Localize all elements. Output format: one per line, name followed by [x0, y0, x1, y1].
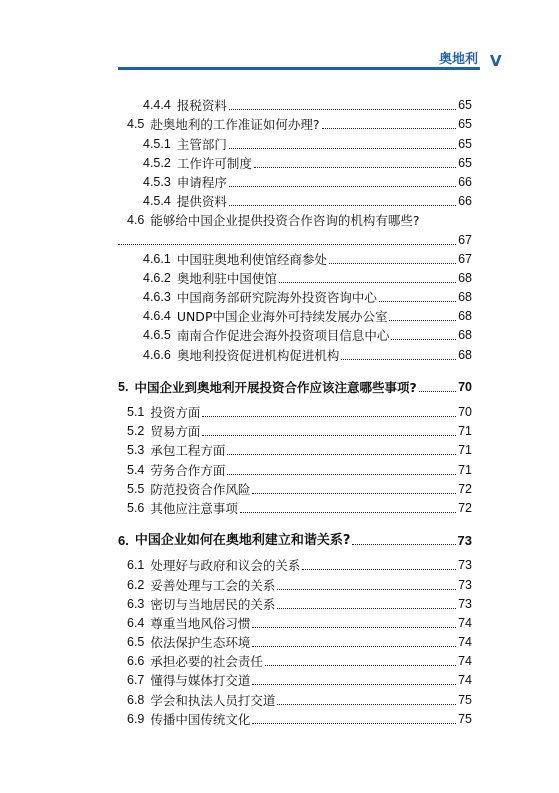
toc-entry[interactable]	[118, 575, 472, 594]
toc-entry-page: 73	[458, 596, 472, 611]
toc-entry-page: 65	[458, 117, 472, 132]
leader-dots	[227, 454, 456, 455]
toc-entry-number: 4.4.4	[143, 98, 171, 113]
leader-dots	[252, 723, 456, 724]
toc-entry-page: 66	[458, 174, 472, 189]
toc-entry-title: 处理好与政府和议会的关系	[150, 558, 301, 574]
toc-entry-4-6-continuation[interactable]	[118, 230, 472, 249]
toc-entry[interactable]	[118, 556, 472, 575]
toc-entry[interactable]	[118, 614, 472, 633]
toc-entry-number: 4.6.6	[143, 347, 171, 362]
toc-entry-number: 6.	[118, 533, 129, 549]
toc-entry[interactable]	[118, 307, 472, 326]
toc-entry[interactable]	[118, 173, 472, 192]
leader-dots	[265, 665, 456, 666]
toc-entry-page: 68	[458, 270, 472, 285]
toc-entry-number: 5.1	[127, 405, 145, 419]
toc-entry-number: 4.6.2	[143, 270, 171, 285]
toc-entry-number: 6.1	[127, 558, 145, 573]
toc-entry[interactable]	[118, 326, 472, 345]
toc-entry-number: 6.4	[127, 615, 145, 630]
toc-entry-number: 6.9	[127, 711, 145, 726]
toc-entry-title: 中国企业如何在奥地利建立和谐关系?	[134, 533, 351, 549]
toc-entry-title: 奥地利驻中国使馆	[176, 270, 277, 286]
leader-dots	[277, 589, 456, 590]
toc-entry-page: 70	[458, 405, 472, 419]
toc-entry-page: 71	[458, 443, 472, 458]
toc-entry[interactable]	[118, 269, 472, 288]
toc-entry[interactable]	[118, 690, 472, 709]
toc-entry[interactable]	[118, 192, 472, 211]
section-gap	[118, 365, 472, 378]
toc-entry-page: 71	[458, 424, 472, 439]
toc-entry-title: 贸易方面	[150, 424, 201, 440]
leader-dots	[202, 435, 456, 436]
toc-entry-number: 5.	[118, 379, 129, 394]
toc-entry-title: 密切与当地居民的关系	[150, 596, 276, 612]
toc-entry-page: 72	[458, 500, 472, 515]
toc-entry-page: 74	[458, 654, 472, 669]
toc-entry-page: 68	[458, 290, 472, 305]
toc-entry[interactable]	[118, 403, 472, 422]
toc-entry-page: 71	[458, 462, 472, 477]
toc-entry-page: 68	[458, 309, 472, 324]
leader-dots	[329, 263, 456, 264]
toc-entry-title: 能够给中国企业提供投资合作咨询的机构有哪些?	[150, 213, 420, 229]
toc-entry[interactable]	[118, 671, 472, 690]
leader-dots	[252, 627, 456, 628]
toc-entry-title: 南南合作促进会海外投资项目信息中心	[176, 328, 390, 344]
toc-entry-number: 5.3	[127, 443, 145, 458]
toc-entry-page: 72	[458, 481, 472, 496]
toc-entry-title: 报税资料	[176, 98, 227, 114]
toc-entry-page: 67	[458, 232, 472, 247]
toc-entry-number: 6.2	[127, 577, 145, 592]
toc-entry-page: 65	[458, 155, 472, 170]
leader-dots	[302, 569, 456, 570]
leader-dots	[352, 544, 455, 545]
toc-entry-title: 主管部门	[176, 136, 227, 152]
toc-entry-title: 依法保护生态环境	[150, 635, 251, 651]
toc-entry-number: 4.5.1	[143, 136, 171, 151]
toc-entry-number: 4.5	[127, 117, 145, 132]
toc-entry[interactable]	[118, 441, 472, 460]
toc-entry[interactable]	[118, 499, 472, 518]
leader-dots	[118, 244, 456, 245]
toc-entry[interactable]	[118, 710, 472, 729]
header-rule	[118, 67, 480, 70]
leader-dots	[229, 148, 456, 149]
leader-dots	[391, 339, 456, 340]
toc-entry-title: 劳务合作方面	[150, 462, 226, 478]
toc-entry-page: 75	[458, 692, 472, 707]
toc-entry-page: 73	[457, 533, 472, 549]
leader-dots	[254, 167, 456, 168]
toc-entry[interactable]	[118, 96, 472, 115]
toc-entry-number: 4.6	[127, 213, 145, 228]
toc-entry-page: 73	[458, 558, 472, 573]
toc-entry-title: 懂得与媒体打交道	[150, 673, 251, 689]
toc-entry-page: 74	[458, 615, 472, 630]
toc-entry-number: 6.7	[127, 673, 145, 688]
toc-group-4-4-4-5	[118, 96, 472, 211]
toc-entry[interactable]	[118, 460, 472, 479]
toc-entry-title: 申请程序	[176, 174, 227, 190]
toc-entry-title: UNDP中国企业海外可持续发展办公室	[176, 309, 388, 325]
toc-entry[interactable]	[118, 250, 472, 269]
toc-entry-title: 承担必要的社会责任	[150, 654, 263, 670]
table-of-contents	[118, 96, 472, 729]
toc-entry[interactable]	[118, 115, 472, 134]
toc-entry-number: 5.4	[127, 462, 145, 477]
toc-entry-number: 5.2	[127, 424, 145, 439]
section-gap	[118, 518, 472, 531]
toc-entry-title: 投资方面	[150, 405, 201, 420]
toc-entry-title: 奥地利投资促进机构促进机构	[176, 347, 340, 363]
leader-dots	[240, 512, 456, 513]
toc-entry[interactable]	[118, 154, 472, 173]
toc-entry-number: 4.6.1	[143, 251, 171, 266]
toc-entry-title: 承包工程方面	[150, 443, 226, 459]
toc-entry[interactable]	[118, 345, 472, 364]
toc-entry[interactable]	[118, 422, 472, 441]
toc-entry[interactable]	[118, 288, 472, 307]
toc-entry-page: 66	[458, 194, 472, 209]
leader-dots	[229, 186, 456, 187]
toc-entry[interactable]	[118, 480, 472, 499]
toc-entry-number: 4.5.3	[143, 174, 171, 189]
toc-entry[interactable]	[118, 652, 472, 671]
leader-dots	[389, 320, 456, 321]
toc-entry-4-6[interactable]	[118, 211, 472, 230]
toc-entry-number: 4.5.2	[143, 155, 171, 170]
running-header-title: 奥地利	[438, 52, 478, 67]
toc-group-4-6	[118, 250, 472, 365]
leader-dots	[379, 301, 456, 302]
toc-entry-page: 67	[458, 251, 472, 266]
toc-entry-title: 学会和执法人员打交道	[150, 692, 276, 708]
toc-entry-page: 65	[458, 98, 472, 113]
leader-dots	[341, 359, 456, 360]
toc-entry-title: 传播中国传统文化	[150, 711, 251, 727]
leader-dots	[419, 391, 456, 392]
toc-entry-title: 其他应注意事项	[150, 500, 238, 516]
toc-entry-page: 75	[458, 711, 472, 726]
toc-entry-number: 6.3	[127, 596, 145, 611]
leader-dots	[252, 646, 456, 647]
leader-dots	[277, 704, 456, 705]
toc-entry-number: 6.5	[127, 635, 145, 650]
page-number: V	[490, 52, 502, 70]
toc-entry-number: 4.6.5	[143, 328, 171, 343]
toc-entry-title: 中国企业到奥地利开展投资合作应该注意哪些事项?	[134, 379, 417, 395]
toc-entry-title: 工作许可制度	[176, 155, 252, 171]
toc-entry-page: 65	[458, 136, 472, 151]
toc-entry-page: 73	[458, 577, 472, 592]
toc-group-5	[118, 403, 472, 518]
toc-entry-number: 6.6	[127, 654, 145, 669]
toc-entry-number: 6.8	[127, 692, 145, 707]
toc-entry-title: 提供资料	[176, 194, 227, 210]
toc-entry-title: 赴奥地利的工作准证如何办理?	[150, 117, 320, 133]
toc-group-6	[118, 556, 472, 729]
leader-dots	[277, 608, 456, 609]
toc-entry[interactable]	[118, 595, 472, 614]
leader-dots	[322, 128, 457, 129]
toc-entry-title: 防范投资合作风险	[150, 481, 251, 497]
toc-chapter-6[interactable]	[118, 531, 472, 550]
toc-chapter-5[interactable]	[118, 378, 472, 397]
toc-entry[interactable]	[118, 633, 472, 652]
toc-entry-number: 4.6.3	[143, 290, 171, 305]
toc-entry-title: 中国商务部研究院海外投资咨询中心	[176, 290, 377, 306]
toc-entry-page: 74	[458, 673, 472, 688]
leader-dots	[279, 282, 456, 283]
toc-entry-title: 中国驻奥地利使馆经商参处	[176, 251, 327, 267]
leader-dots	[252, 493, 456, 494]
toc-entry-page: 70	[458, 379, 472, 394]
toc-entry-page: 68	[458, 328, 472, 343]
toc-entry[interactable]	[118, 134, 472, 153]
toc-entry-number: 4.5.4	[143, 194, 171, 209]
leader-dots	[229, 109, 456, 110]
leader-dots	[202, 416, 456, 417]
toc-entry-number: 4.6.4	[143, 309, 171, 324]
toc-entry-title: 尊重当地风俗习惯	[150, 615, 251, 631]
toc-entry-number: 5.6	[127, 500, 145, 515]
leader-dots	[252, 684, 456, 685]
leader-dots	[227, 474, 456, 475]
toc-entry-page: 74	[458, 635, 472, 650]
toc-entry-number: 5.5	[127, 481, 145, 496]
toc-entry-page: 68	[458, 347, 472, 362]
leader-dots	[229, 205, 456, 206]
toc-entry-title: 妥善处理与工会的关系	[150, 577, 276, 593]
